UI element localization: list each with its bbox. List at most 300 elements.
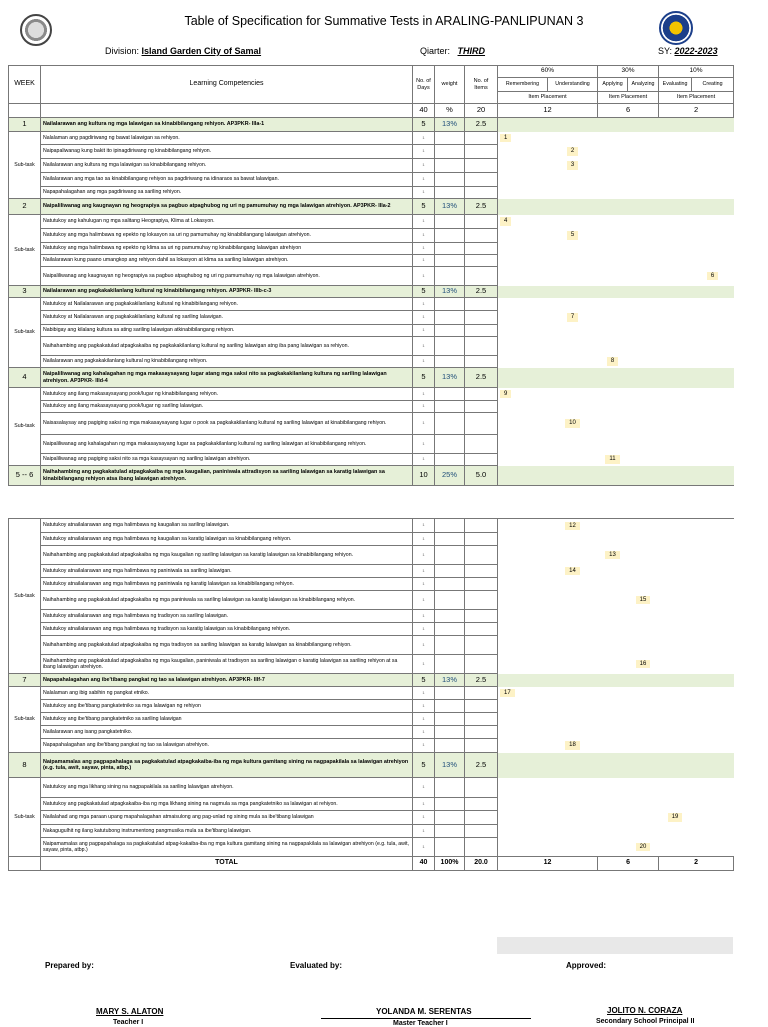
item-placement-cell xyxy=(628,401,659,413)
item-placement-cell xyxy=(659,173,692,187)
blank-cell xyxy=(435,243,465,255)
subtask-text: Naihahambing ang pagkakatulad atpagkakaiba ng mga kaugalian, paniniwala at tradisyon sa sariling lalawigan o karatig lalawigan sa sariling rehiyon at sa ibang lalawigan atrehiyon. xyxy=(41,655,413,674)
item-placement-cell xyxy=(548,243,598,255)
subtask-days: 1 xyxy=(413,388,435,401)
item-placement-cell xyxy=(548,132,598,145)
item-placement-cell xyxy=(498,713,548,726)
item-placement-cell xyxy=(498,454,548,466)
blank-cell xyxy=(659,368,692,388)
subtask-text: Natutukoy at Nailalarawan ang pagkakakilanlang kultural ng sariling lalawigan. xyxy=(41,311,413,325)
blank-cell xyxy=(465,713,498,726)
item-placement-cell xyxy=(692,145,734,159)
blank-cell xyxy=(435,713,465,726)
item-placement-cell xyxy=(548,454,598,466)
subtask-text: Naipaliliwanag ang pagiging saksi nito sa mga kasaysayan ng sariling lalawigan atrehiyon. xyxy=(41,454,413,466)
item-placement-cell xyxy=(628,623,659,636)
item-placement-cell xyxy=(598,655,628,674)
item-placement-cell xyxy=(498,726,548,739)
item-number-marker: 8 xyxy=(607,357,618,366)
subtask-days: 1 xyxy=(413,811,435,825)
blank-cell xyxy=(598,674,628,687)
item-placement-cell xyxy=(628,798,659,811)
blank-cell xyxy=(498,286,548,298)
subtask-days: 1 xyxy=(413,778,435,798)
item-placement-cell xyxy=(498,159,548,173)
total-weight: 100% xyxy=(435,857,465,871)
subtask-row xyxy=(9,337,734,356)
subtask-text: Napapahalagahan ang mga pagdiriwang sa sariling rehiyon. xyxy=(41,187,413,199)
blank-cell xyxy=(435,636,465,655)
item-placement-cell xyxy=(548,687,598,700)
item-placement-cell xyxy=(598,578,628,591)
blank-cell xyxy=(598,753,628,778)
item-placement-cell xyxy=(659,636,692,655)
item-placement-cell xyxy=(498,565,548,578)
subtask-row xyxy=(9,356,734,368)
blank-cell xyxy=(435,838,465,857)
blank-cell xyxy=(465,655,498,674)
blank-cell xyxy=(435,215,465,229)
item-placement-cell xyxy=(628,325,659,337)
subtask-days: 1 xyxy=(413,132,435,145)
item-placement-cell xyxy=(628,565,659,578)
item-placement-cell xyxy=(548,298,598,311)
item-placement-cell xyxy=(598,713,628,726)
subtask-text: Natutukoy ang pagkakatulad atpagkakaiba-iba ng mga likhang sining na nagmula sa mga pangkatetniko sa lalawigan at rehiyon. xyxy=(41,798,413,811)
item-placement-cell xyxy=(659,778,692,798)
subtask-row xyxy=(9,132,734,145)
item-placement-cell xyxy=(659,145,692,159)
item-placement-cell xyxy=(598,145,628,159)
subtask-text: Natutukoy atnailalarawan ang mga halimbawa ng tradisyon sa sariling lalawigan. xyxy=(41,610,413,623)
competency-row xyxy=(9,466,734,486)
blank-cell xyxy=(465,325,498,337)
item-placement-cell xyxy=(548,713,598,726)
subtask-row xyxy=(9,401,734,413)
blank-cell xyxy=(465,356,498,368)
blank-cell xyxy=(435,778,465,798)
blank-cell xyxy=(465,565,498,578)
blank-cell xyxy=(465,187,498,199)
item-placement-cell xyxy=(548,546,598,565)
item-placement-cell xyxy=(498,778,548,798)
items-value: 2.5 xyxy=(465,286,498,298)
items-value: 5.0 xyxy=(465,466,498,486)
competency-text: Naipamamalas ang pagpapahalaga sa pagkakatulad atpagkakaiba-iba ng mga kultura gamitang sining na nagpapakilala sa lalawigan atrehiyon (e.g. tula, awit, sayaw, pinta, atbp.) xyxy=(41,753,413,778)
item-placement-cell xyxy=(498,610,548,623)
week-number: 2 xyxy=(9,199,41,215)
blank-cell xyxy=(628,199,659,215)
blank-cell xyxy=(465,454,498,466)
subtask-text: Natutukoy ang mga halimbawa ng epekto ng lokasyon sa uri ng pamumuhay ng kinabibilangang lalawigan atrehiyon. xyxy=(41,229,413,243)
subtask-row xyxy=(9,229,734,243)
item-placement-cell xyxy=(498,337,548,356)
item-placement-cell xyxy=(498,173,548,187)
subtask-days: 1 xyxy=(413,413,435,435)
item-placement-cell xyxy=(498,825,548,838)
item-placement-cell xyxy=(548,413,598,435)
subtask-text: Naihahambing ang pagkakatulad atpagkakaiba ng mga kaugalian ng sariling lalawigan sa karatig lalawigan sa kinabibilangang rehiyon. xyxy=(41,546,413,565)
document-title: Table of Specification for Summative Tests in ARALING-PANLIPUNAN 3 xyxy=(184,14,584,28)
blank-cell xyxy=(598,368,628,388)
subtask-text: Nailalarawan ang isang pangkatetniko. xyxy=(41,726,413,739)
blank-cell xyxy=(435,145,465,159)
item-placement-cell xyxy=(628,255,659,267)
item-placement-cell xyxy=(598,610,628,623)
item-placement-cell xyxy=(498,519,548,533)
item-placement-cell xyxy=(548,739,598,753)
total-60: 12 xyxy=(498,857,598,871)
subtask-text: Natutukoy ang ilang makasaysayang pook/lugar ng kinabibilangang rehiyon. xyxy=(41,388,413,401)
item-placement-cell xyxy=(598,413,628,435)
applying-header: Applying xyxy=(598,78,628,92)
item-placement-cell xyxy=(498,401,548,413)
item-number-marker: 3 xyxy=(567,161,578,170)
item-placement-cell xyxy=(628,454,659,466)
item-placement-cell xyxy=(692,215,734,229)
subtask-days: 1 xyxy=(413,435,435,454)
blank-cell xyxy=(628,368,659,388)
item-number-marker: 19 xyxy=(668,813,683,822)
item-placement-cell xyxy=(598,255,628,267)
subtask-days: 1 xyxy=(413,591,435,610)
item-placement-cell xyxy=(659,623,692,636)
total-30: 6 xyxy=(598,857,659,871)
blank-cell xyxy=(548,199,598,215)
item-placement-cell xyxy=(659,413,692,435)
item-placement-cell xyxy=(598,388,628,401)
blank-cell xyxy=(465,215,498,229)
blank-cell xyxy=(692,286,734,298)
item-placement-cell xyxy=(548,187,598,199)
subtask-text: Nalalaman ang pagdiriwang ng bawat lalawigan sa rehiyon. xyxy=(41,132,413,145)
blank-cell xyxy=(435,311,465,325)
competency-row xyxy=(9,674,734,687)
item-placement-cell xyxy=(548,610,598,623)
item-placement-cell xyxy=(498,838,548,857)
subtask-days: 1 xyxy=(413,655,435,674)
item-placement-cell xyxy=(598,132,628,145)
blank-cell xyxy=(692,368,734,388)
ip60-count: 12 xyxy=(498,104,598,118)
item-placement-cell xyxy=(548,173,598,187)
total-items: 20.0 xyxy=(465,857,498,871)
item-number-marker: 11 xyxy=(605,455,619,464)
blank-cell xyxy=(435,173,465,187)
item-placement-cell xyxy=(598,591,628,610)
item-placement-cell xyxy=(498,229,548,243)
blank-cell xyxy=(435,533,465,546)
item-placement-cell xyxy=(692,726,734,739)
item-placement-cell xyxy=(598,243,628,255)
item-placement-cell xyxy=(692,838,734,857)
quarter-field: Qiarter: THIRD xyxy=(420,46,486,56)
blank-cell xyxy=(435,187,465,199)
item-placement-cell xyxy=(498,413,548,435)
item-placement-cell xyxy=(659,454,692,466)
item-placement-cell xyxy=(498,243,548,255)
blank-cell xyxy=(435,519,465,533)
subtask-text: Natutukoy ang mga likhang sining na nagpapakilala sa sariling lalawigan atrehiyon. xyxy=(41,778,413,798)
subtask-row xyxy=(9,325,734,337)
subtask-row xyxy=(9,713,734,726)
item-placement-cell xyxy=(598,401,628,413)
item-placement-cell xyxy=(598,311,628,325)
subtask-days: 1 xyxy=(413,687,435,700)
item-placement-cell xyxy=(548,401,598,413)
item-placement-cell xyxy=(548,337,598,356)
subtask-text: Nabibigay ang kilalang kultura sa ating sariling lalawigan atkinabibilangang rehiyon. xyxy=(41,325,413,337)
week-number: 4 xyxy=(9,368,41,388)
subtask-days: 1 xyxy=(413,215,435,229)
blank-cell xyxy=(628,753,659,778)
item-placement-cell xyxy=(692,356,734,368)
blank-cell xyxy=(465,255,498,267)
blank-cell xyxy=(435,267,465,286)
subtask-row xyxy=(9,454,734,466)
subtask-row xyxy=(9,311,734,325)
subtask-row xyxy=(9,578,734,591)
item-placement-cell xyxy=(598,825,628,838)
item-placement-cell xyxy=(498,655,548,674)
subtask-days: 1 xyxy=(413,578,435,591)
item-placement-cell xyxy=(692,778,734,798)
item-placement-cell xyxy=(659,726,692,739)
item-placement-cell xyxy=(628,229,659,243)
item-placement-60: Item Placement xyxy=(498,92,598,104)
blank-cell xyxy=(659,753,692,778)
item-placement-cell xyxy=(692,325,734,337)
blank-cell xyxy=(465,413,498,435)
blank-cell xyxy=(465,132,498,145)
item-placement-cell xyxy=(659,610,692,623)
items-value: 2.5 xyxy=(465,674,498,687)
item-placement-cell xyxy=(598,623,628,636)
competencies-header: Learning Competencies xyxy=(41,66,413,104)
item-placement-cell xyxy=(548,825,598,838)
item-placement-cell xyxy=(692,533,734,546)
subtask-days: 1 xyxy=(413,739,435,753)
understanding-header: Understanding xyxy=(548,78,598,92)
blank-cell xyxy=(598,118,628,132)
analyzing-header: Analyzing xyxy=(628,78,659,92)
item-placement-cell xyxy=(498,267,548,286)
subtask-row xyxy=(9,700,734,713)
subtask-text: Natutukoy at Nailalarawan ang pagkakakilanlang kultural ng kinabibilangang rehiyon. xyxy=(41,298,413,311)
item-placement-cell xyxy=(598,435,628,454)
competency-row xyxy=(9,286,734,298)
subtask-row xyxy=(9,215,734,229)
signatory-1-name: MARY S. ALATON xyxy=(96,1007,164,1016)
blank-cell xyxy=(598,199,628,215)
blank-cell xyxy=(465,623,498,636)
item-number-marker: 12 xyxy=(565,522,580,531)
blank-cell xyxy=(692,199,734,215)
subtask-days: 1 xyxy=(413,325,435,337)
item-placement-cell xyxy=(548,267,598,286)
days-total-header: 40 xyxy=(413,104,435,118)
blank-cell xyxy=(465,337,498,356)
blank-cell xyxy=(435,159,465,173)
item-placement-cell xyxy=(498,356,548,368)
subtask-row xyxy=(9,243,734,255)
blank-cell xyxy=(465,533,498,546)
weight-value: 13% xyxy=(435,674,465,687)
pct10-header: 10% xyxy=(659,66,734,78)
total-days: 40 xyxy=(413,857,435,871)
item-placement-cell xyxy=(628,215,659,229)
item-placement-cell xyxy=(659,267,692,286)
subtask-days: 1 xyxy=(413,311,435,325)
item-placement-cell xyxy=(659,132,692,145)
item-placement-cell xyxy=(598,726,628,739)
item-placement-cell xyxy=(659,311,692,325)
item-placement-cell xyxy=(548,311,598,325)
item-placement-cell xyxy=(692,267,734,286)
subtask-text: Nailalarawan ang mga tao sa kinabibilangang rehiyon sa pagdiriwang na idinaraos sa bawat lalawigan. xyxy=(41,173,413,187)
blank-cell xyxy=(498,199,548,215)
competency-text: Naihahambing ang pagkakatulad atpagkakaiba ng mga kaugalian, paniniwala attradisyon sa sariling lalawigan sa karatig lalawigan sa kinabibilangang rehiyon atsa ibang lalawigan atrehiyon. xyxy=(41,466,413,486)
subtask-text: Natutukoy ang ilang makasaysayang pook/lugar ng sariling lalawigan. xyxy=(41,401,413,413)
item-placement-cell xyxy=(628,413,659,435)
blank-cell xyxy=(692,118,734,132)
school-year-field: SY: 2022-2023 xyxy=(658,46,718,56)
item-placement-cell xyxy=(692,132,734,145)
item-placement-cell xyxy=(692,255,734,267)
blank-cell xyxy=(435,655,465,674)
blank-cell xyxy=(465,243,498,255)
subtask-days: 1 xyxy=(413,838,435,857)
items-value: 2.5 xyxy=(465,753,498,778)
item-placement-cell xyxy=(498,811,548,825)
item-placement-cell xyxy=(659,655,692,674)
ip10-count: 2 xyxy=(659,104,734,118)
item-placement-cell xyxy=(548,838,598,857)
item-placement-cell xyxy=(692,623,734,636)
item-placement-cell xyxy=(498,578,548,591)
item-placement-cell xyxy=(598,519,628,533)
days-value: 5 xyxy=(413,286,435,298)
item-placement-cell xyxy=(659,687,692,700)
blank-cell xyxy=(465,687,498,700)
subtask-row xyxy=(9,739,734,753)
blank-cell xyxy=(498,466,548,486)
subtask-days: 1 xyxy=(413,533,435,546)
item-placement-cell xyxy=(628,267,659,286)
subtask-days: 1 xyxy=(413,356,435,368)
blank-cell xyxy=(435,298,465,311)
subtask-row xyxy=(9,798,734,811)
item-placement-cell xyxy=(628,435,659,454)
shaded-cell xyxy=(497,937,733,954)
blank-cell xyxy=(435,454,465,466)
item-placement-cell xyxy=(659,401,692,413)
blank-cell xyxy=(465,700,498,713)
item-placement-cell xyxy=(692,739,734,753)
blank-cell xyxy=(41,104,413,118)
item-placement-cell xyxy=(548,159,598,173)
subtask-label: Sub-task xyxy=(9,215,41,286)
blank-cell xyxy=(435,229,465,243)
item-placement-cell xyxy=(498,533,548,546)
subtask-row xyxy=(9,435,734,454)
days-value: 5 xyxy=(413,118,435,132)
blank-cell xyxy=(548,466,598,486)
blank-cell xyxy=(435,337,465,356)
blank-cell xyxy=(548,674,598,687)
item-placement-cell xyxy=(659,798,692,811)
spacer-row xyxy=(9,486,734,519)
item-placement-cell xyxy=(548,229,598,243)
blank-cell xyxy=(465,739,498,753)
item-placement-cell xyxy=(692,811,734,825)
item-placement-cell xyxy=(548,519,598,533)
signatory-2-role: Master Teacher I xyxy=(393,1020,448,1027)
item-placement-cell xyxy=(659,435,692,454)
signatory-2-name: YOLANDA M. SERENTAS xyxy=(376,1007,472,1016)
item-placement-cell xyxy=(598,337,628,356)
subtask-text: Nailalahad ang mga paraan upang mapahalagahan atmaisulong ang pag-unlad ng sining mula sa ibe'tibang lalawigan xyxy=(41,811,413,825)
item-placement-cell xyxy=(659,713,692,726)
blank-cell xyxy=(465,519,498,533)
competency-row xyxy=(9,118,734,132)
blank-cell xyxy=(465,159,498,173)
evaluating-header: Evaluating xyxy=(659,78,692,92)
item-placement-cell xyxy=(548,591,598,610)
blank-cell xyxy=(9,857,41,871)
item-placement-cell xyxy=(628,243,659,255)
item-placement-cell xyxy=(548,655,598,674)
weight-unit-header: % xyxy=(435,104,465,118)
evaluated-by-label: Evaluated by: xyxy=(290,961,343,970)
blank-cell xyxy=(435,591,465,610)
item-placement-cell xyxy=(659,243,692,255)
blank-cell xyxy=(435,700,465,713)
item-placement-cell xyxy=(498,591,548,610)
item-placement-cell xyxy=(659,159,692,173)
subtask-row xyxy=(9,255,734,267)
blank-cell xyxy=(465,401,498,413)
days-value: 5 xyxy=(413,674,435,687)
weight-header: weight xyxy=(435,66,465,104)
item-placement-cell xyxy=(628,159,659,173)
blank-cell xyxy=(628,674,659,687)
blank-cell xyxy=(435,623,465,636)
item-placement-cell xyxy=(628,519,659,533)
item-placement-cell xyxy=(692,187,734,199)
subtask-days: 1 xyxy=(413,243,435,255)
subtask-text: Naihahambing ang pagkakatulad atpagkakaiba ng mga paniniwala sa sariling lalawigan sa karatig lalawigan sa kinabibilangang rehiyon. xyxy=(41,591,413,610)
blank-cell xyxy=(598,286,628,298)
item-placement-cell xyxy=(498,546,548,565)
subtask-text: Natutukoy ang kahulugan ng mga salitang Heograpiya, Klima at Lokasyon. xyxy=(41,215,413,229)
subtask-label: Sub-task xyxy=(9,519,41,674)
blank-cell xyxy=(435,401,465,413)
competency-text: Nailalarawan ang kultura ng mga lalawigan sa kinabibilangang rehiyon. AP3PKR- IIIa-1 xyxy=(41,118,413,132)
blank-cell xyxy=(435,739,465,753)
blank-cell xyxy=(435,610,465,623)
item-number-marker: 7 xyxy=(567,313,578,322)
subtask-text: Naipaliliwanag ang kaugnayan ng heograpiya sa pagbuo atpaghubog ng uri ng pamumuhay ng mga lalawigan atrehiyon. xyxy=(41,267,413,286)
item-placement-cell xyxy=(659,565,692,578)
signatory-1-role: Teacher I xyxy=(113,1019,144,1026)
item-placement-cell xyxy=(498,255,548,267)
blank-cell xyxy=(692,753,734,778)
item-placement-cell xyxy=(548,435,598,454)
subtask-row xyxy=(9,267,734,286)
subtask-row xyxy=(9,623,734,636)
item-placement-cell xyxy=(692,655,734,674)
